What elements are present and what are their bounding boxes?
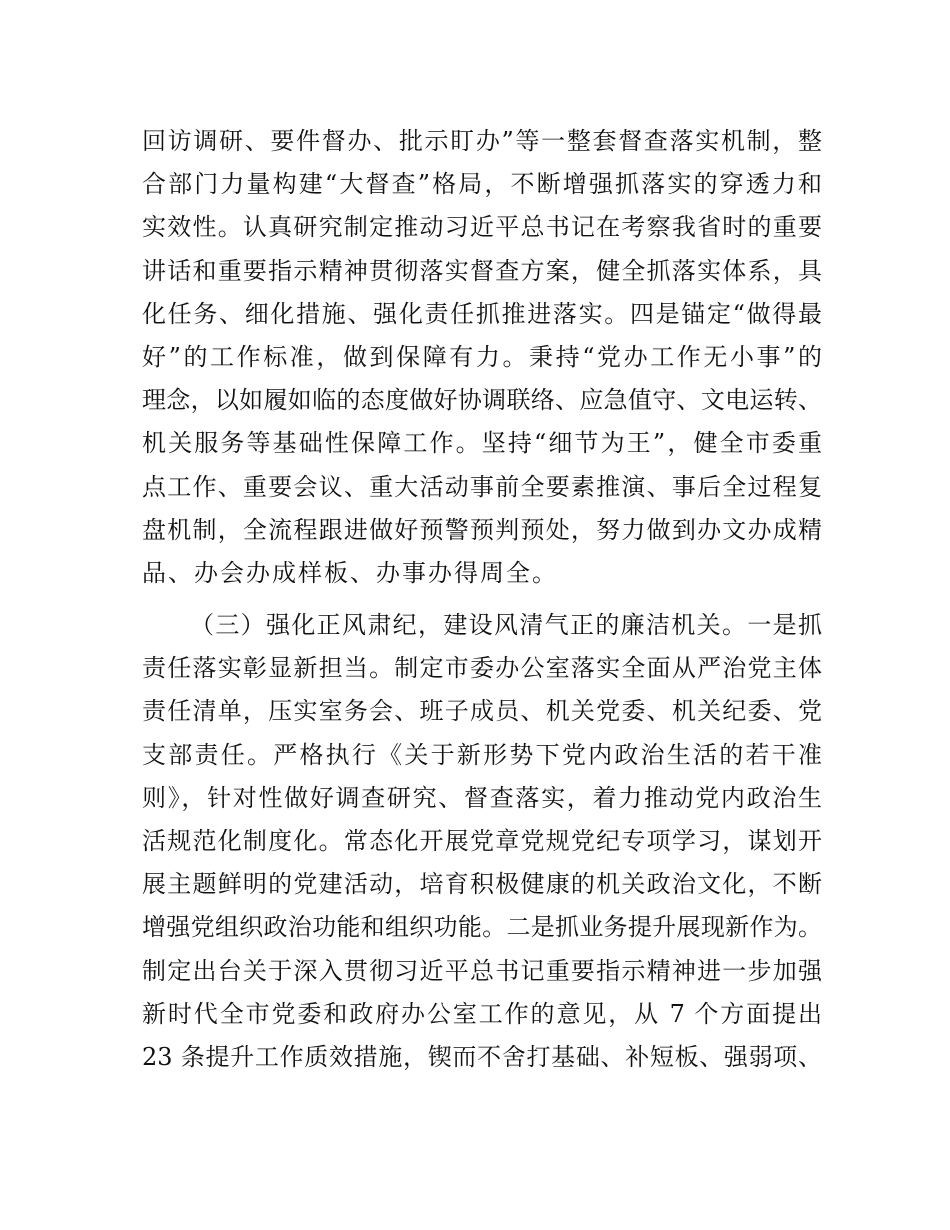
text-line: 理念，以如履如临的态度做好协调联络、应急值守、文电运转、 — [142, 386, 822, 415]
text-line: 机关服务等基础性保障工作。坚持“细节为王”，健全市委重 — [142, 429, 822, 458]
text-line: 实效性。认真研究制定推动习近平总书记在考察我省时的重要 — [142, 213, 822, 242]
text-line: 展主题鲜明的党建活动，培育积极健康的机关政治文化，不断 — [142, 870, 822, 899]
text-line: 责任清单，压实室务会、班子成员、机关党委、机关纪委、党 — [142, 697, 822, 726]
paragraph-integrity — [142, 604, 822, 1079]
text-line: 点工作、重要会议、重大活动事前全要素推演、事后全过程复 — [142, 472, 822, 501]
text-line: 责任落实彰显新担当。制定市委办公室落实全面从严治党主体 — [142, 654, 822, 683]
section-heading-line: （三）强化正风肃纪，建设风清气正的廉洁机关。一是抓 — [190, 611, 822, 639]
paragraph-supervision — [142, 120, 822, 595]
text-line: 活规范化制度化。常态化开展党章党规党纪专项学习，谋划开 — [142, 826, 822, 855]
text-line: 讲话和重要指示精神贯彻落实督查方案，健全抓落实体系，具 — [142, 256, 822, 285]
text-line: 23 条提升工作质效措施，锲而不舍打基础、补短板、强弱项、 — [142, 1042, 822, 1071]
text-line: 支部责任。严格执行《关于新形势下党内政治生活的若干准 — [142, 740, 822, 769]
text-line: 新时代全市党委和政府办公室工作的意见，从 7 个方面提出 — [142, 999, 822, 1028]
text-line: 制定出台关于深入贯彻习近平总书记重要指示精神进一步加强 — [142, 956, 822, 985]
text-line: 盘机制，全流程跟进做好预警预判预处，努力做到办文办成精 — [142, 515, 822, 544]
text-line: 品、办会办成样板、办事办得周全。 — [142, 558, 558, 587]
text-line: 化任务、细化措施、强化责任抓推进落实。四是锚定“做得最 — [142, 299, 822, 328]
text-line: 好”的工作标准，做到保障有力。秉持“党办工作无小事”的 — [142, 342, 822, 371]
text-line: 增强党组织政治功能和组织功能。二是抓业务提升展现新作为。 — [142, 913, 822, 942]
text-line: 则》，针对性做好调查研究、督查落实，着力推动党内政治生 — [142, 783, 822, 812]
text-line: 回访调研、要件督办、批示盯办”等一整套督查落实机制，整 — [142, 127, 822, 155]
text-line: 合部门力量构建“大督查”格局，不断增强抓落实的穿透力和 — [142, 170, 822, 199]
